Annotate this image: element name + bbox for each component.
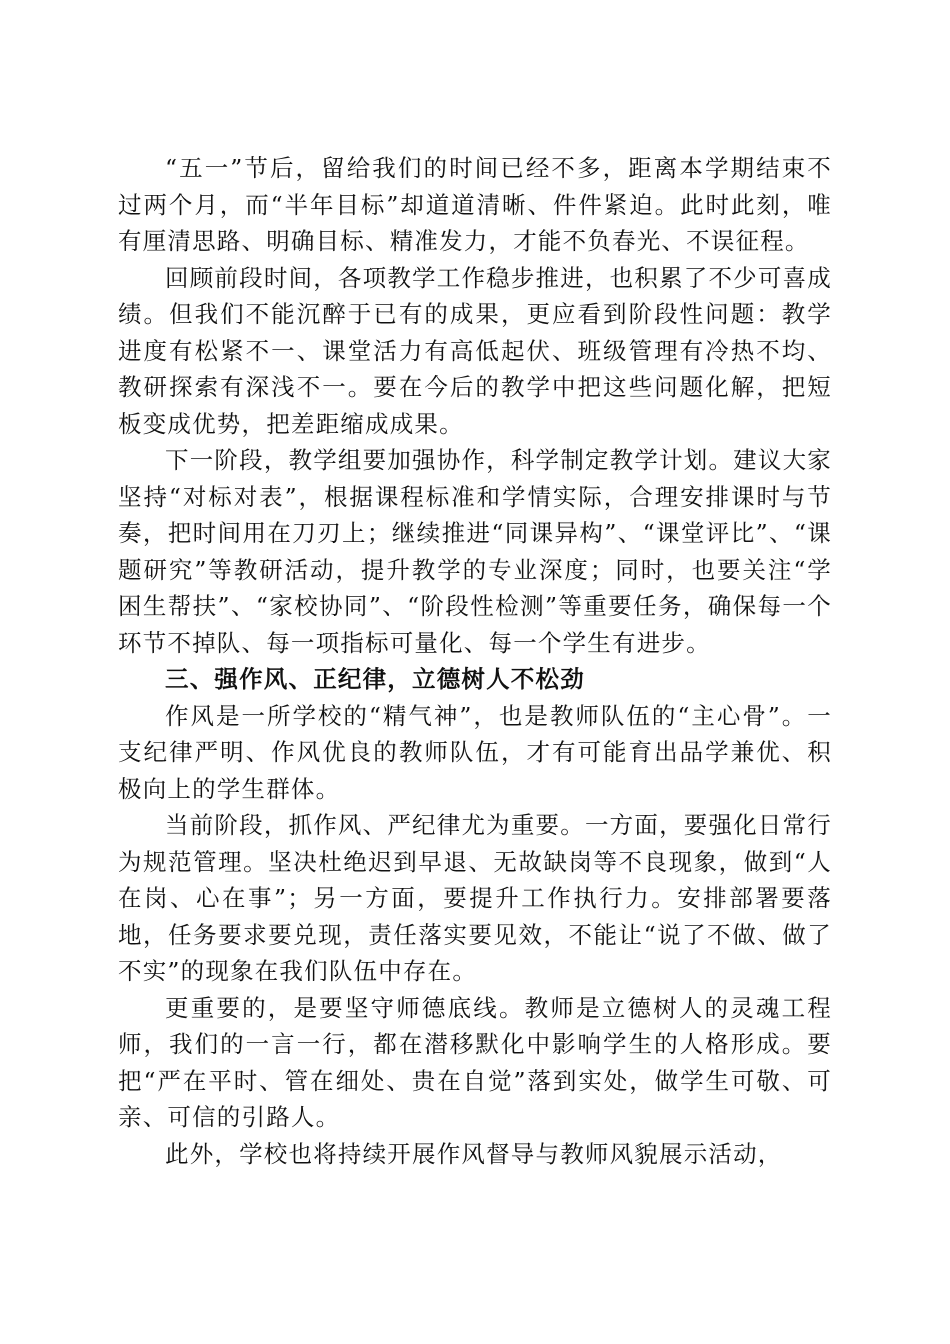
paragraph-time-urgency: “五一”节后，留给我们的时间已经不多，距离本学期结束不过两个月，而“半年目标”却道道清晰、件件紧迫。此时此刻，唯有厘清思路、明确目标、精准发力，才能不负春光、不误征程。 xyxy=(118,154,832,255)
section-heading: 三、强作风、正纪律，立德树人不松劲 xyxy=(165,665,585,693)
paragraph-review: 回顾前段时间，各项教学工作稳步推进，也积累了不少可喜成绩。但我们不能沉醉于已有的成果，更应看到阶段性问题：教学进度有松紧不一、课堂活力有高低起伏、班级管理有冷热不均、教研探索有深浅不一。要在今后的教学中把这些问题化解，把短板变成优势，把差距缩成成果。 xyxy=(118,263,832,438)
paragraph-additional: 此外，学校也将持续开展作风督导与教师风貌展示活动， xyxy=(165,1139,783,1168)
paragraph-work-style: 作风是一所学校的“精气神”，也是教师队伍的“主心骨”。一支纪律严明、作风优良的教师队伍，才有可能育出品学兼优、积极向上的学生群体。 xyxy=(118,701,832,803)
paragraph-discipline: 当前阶段，抓作风、严纪律尤为重要。一方面，要强化日常行为规范管理。坚决杜绝迟到早退、无故缺岗等不良现象，做到“人在岗、心在事”；另一方面，要提升工作执行力。安排部署要落地，任务要求要兑现，责任落实要见效，不能让“说了不做、做了不实”的现象在我们队伍中存在。 xyxy=(118,811,832,985)
paragraph-ethics: 更重要的，是要坚守师德底线。教师是立德树人的灵魂工程师，我们的一言一行，都在潜移默化中影响学生的人格形成。要把“严在平时、管在细处、贵在自觉”落到实处，做学生可敬、可亲、可信的引路人。 xyxy=(118,993,832,1131)
paragraph-next-stage: 下一阶段，教学组要加强协作，科学制定教学计划。建议大家坚持“对标对表”，根据课程标准和学情实际，合理安排课时与节奏，把时间用在刀刃上；继续推进“同课异构”、“课堂评比”、“课题研究”等教研活动，提升教学的专业深度；同时，也要关注“学困生帮扶”、“家校协同”、“阶段性检测”等重要任务，确保每一个环节不掉队、每一项指标可量化、每一个学生有进步。 xyxy=(118,446,832,657)
document-body xyxy=(118,150,832,1172)
